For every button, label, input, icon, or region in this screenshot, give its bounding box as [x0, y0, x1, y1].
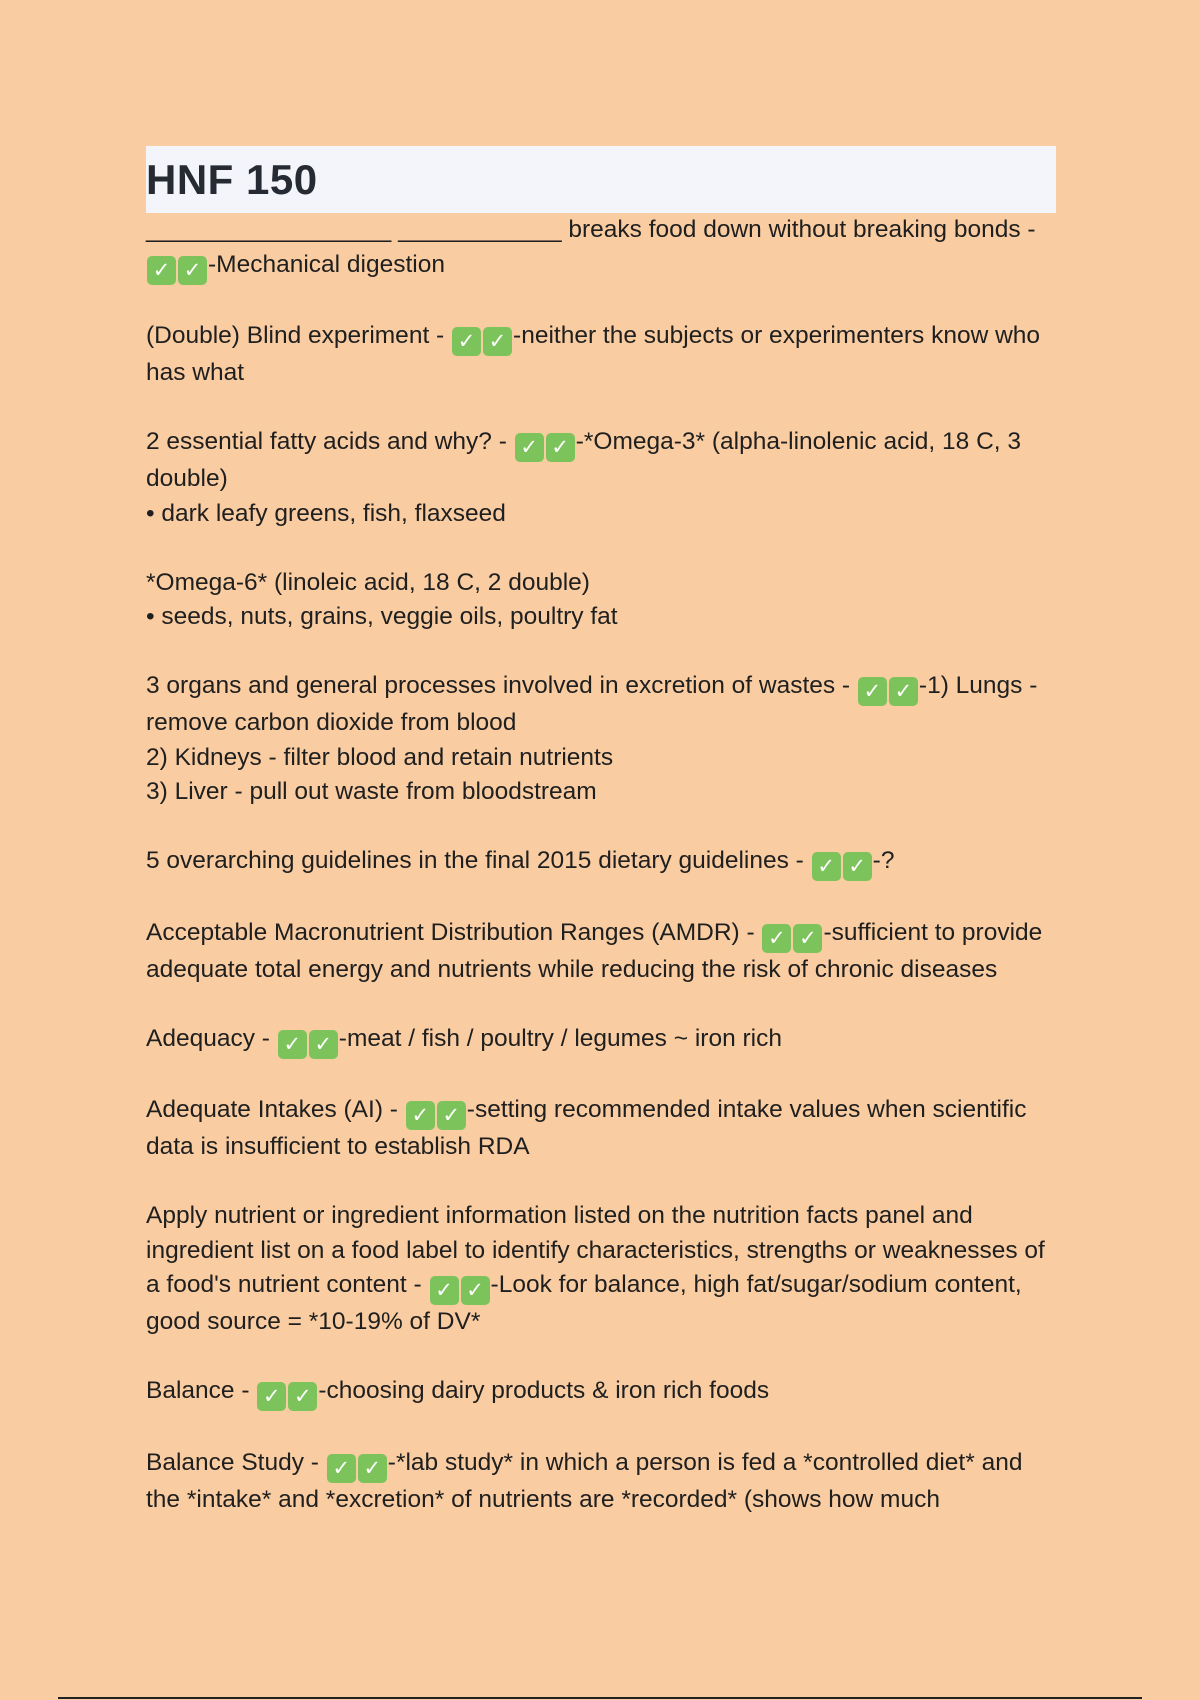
- flashcard-answer: *Omega-3* (alpha-linolenic acid, 18 C, 3 double) • dark leafy greens, fish, flaxseed *Omega-6* (linoleic acid, 18 C, 2 double) • seeds, nuts, grains, veggie oils, poultry fat: [146, 428, 1022, 630]
- flashcard-entry: [146, 916, 1056, 988]
- white-heavy-check-mark-icon: ✓: [858, 677, 887, 706]
- footer-divider: [58, 1697, 1142, 1699]
- white-heavy-check-mark-icon: ✓: [437, 1101, 466, 1130]
- answer-separator: -: [338, 1024, 347, 1052]
- flashcard-answer: sufficient to provide adequate total energy and nutrients while reducing the risk of chronic diseases: [146, 918, 1050, 983]
- white-heavy-check-mark-icon: ✓: [257, 1382, 286, 1411]
- term-separator: -: [491, 428, 514, 455]
- white-heavy-check-mark-icon: ✓: [327, 1454, 356, 1483]
- flashcard-entry: [146, 1446, 1056, 1518]
- flashcard-answer: neither the subjects or experimenters know who has what: [146, 322, 1047, 386]
- term-separator: -: [304, 1448, 326, 1476]
- title-band: [146, 146, 1056, 213]
- flashcard-answer: 1) Lungs - remove carbon dioxide from blood 2) Kidneys - filter blood and retain nutrients 3) Liver - pull out waste from bloodstream: [146, 672, 1038, 805]
- white-heavy-check-mark-icon: ✓: [288, 1382, 317, 1411]
- term-separator: -: [254, 1024, 277, 1052]
- term-separator: -: [835, 672, 857, 699]
- flashcard-answer: choosing dairy products & iron rich foods: [326, 1377, 770, 1404]
- flashcard-term: (Double) Blind experiment: [146, 322, 430, 349]
- answer-separator: -: [208, 250, 217, 278]
- flashcard-term: Balance Study: [146, 1448, 304, 1476]
- white-heavy-check-mark-icon: ✓: [793, 924, 822, 953]
- white-heavy-check-mark-icon: ✓: [461, 1276, 490, 1305]
- answer-separator: -: [575, 428, 584, 455]
- document-title: HNF 150: [146, 155, 318, 203]
- answer-separator: -: [318, 1377, 327, 1404]
- flashcard-term: Adequate Intakes (AI): [146, 1096, 383, 1123]
- flashcard-entry: [146, 213, 1056, 285]
- flashcard-term: Adequacy: [146, 1024, 255, 1052]
- term-separator: -: [1020, 216, 1043, 243]
- flashcard-entry: [146, 669, 1056, 810]
- flashcard-answer: *lab study* in which a person is fed a *controlled diet* and the *intake* and *excretion* of nutrients are *recorded* (shows how much: [146, 1448, 1030, 1513]
- white-heavy-check-mark-icon: ✓: [147, 256, 176, 285]
- flashcard-answer: Look for balance, high fat/sugar/sodium content, good source = *10-19% of DV*: [146, 1271, 1029, 1335]
- term-separator: -: [234, 1377, 257, 1404]
- white-heavy-check-mark-icon: ✓: [406, 1101, 435, 1130]
- flashcard-term: 3 organs and general processes involved in excretion of wastes: [146, 672, 836, 699]
- answer-separator: -: [872, 847, 881, 874]
- flashcard-entry: [146, 1374, 1056, 1411]
- white-heavy-check-mark-icon: ✓: [430, 1276, 459, 1305]
- flashcard-answer: meat / fish / poultry / legumes ~ iron rich: [346, 1024, 782, 1052]
- white-heavy-check-mark-icon: ✓: [358, 1454, 387, 1483]
- document-page: [146, 146, 1056, 1552]
- white-heavy-check-mark-icon: ✓: [309, 1030, 338, 1059]
- white-heavy-check-mark-icon: ✓: [843, 852, 872, 881]
- flashcard-term: Balance: [146, 1377, 235, 1404]
- white-heavy-check-mark-icon: ✓: [546, 433, 575, 462]
- flashcard-term: Acceptable Macronutrient Distribution Ranges (AMDR): [146, 918, 740, 946]
- answer-separator: -: [490, 1271, 499, 1298]
- term-separator: -: [739, 918, 762, 946]
- white-heavy-check-mark-icon: ✓: [515, 433, 544, 462]
- white-heavy-check-mark-icon: ✓: [278, 1030, 307, 1059]
- white-heavy-check-mark-icon: ✓: [762, 924, 791, 953]
- flashcard-entry: [146, 1022, 1056, 1059]
- term-separator: -: [382, 1096, 405, 1123]
- white-heavy-check-mark-icon: ✓: [889, 677, 918, 706]
- white-heavy-check-mark-icon: ✓: [452, 327, 481, 356]
- flashcard-list: [146, 213, 1056, 1517]
- flashcard-answer: ?: [880, 847, 895, 874]
- answer-separator: -: [823, 918, 832, 946]
- answer-separator: -: [918, 672, 928, 699]
- flashcard-entry: [146, 844, 1056, 881]
- flashcard-entry: [146, 425, 1056, 635]
- answer-separator: -: [387, 1448, 396, 1476]
- white-heavy-check-mark-icon: ✓: [483, 327, 512, 356]
- flashcard-entry: [146, 1199, 1056, 1340]
- answer-separator: -: [466, 1096, 475, 1123]
- term-separator: -: [788, 847, 811, 874]
- flashcard-entry: [146, 319, 1056, 391]
- flashcard-answer: setting recommended intake values when scientific data is insufficient to establish RDA: [146, 1096, 1034, 1160]
- flashcard-term: Apply nutrient or ingredient information listed on the nutrition facts panel and ingredient list on a food label to identify characteristics, strengths or weaknesses of a food's nutrient content: [146, 1202, 1052, 1298]
- answer-separator: -: [513, 322, 522, 349]
- flashcard-term: __________________ ____________ breaks food down without breaking bonds: [146, 216, 1021, 243]
- white-heavy-check-mark-icon: ✓: [178, 256, 207, 285]
- flashcard-term: 2 essential fatty acids and why?: [146, 428, 492, 455]
- flashcard-answer: Mechanical digestion: [216, 250, 445, 278]
- term-separator: -: [406, 1271, 429, 1298]
- flashcard-term: 5 overarching guidelines in the final 2015 dietary guidelines: [146, 847, 789, 874]
- flashcard-entry: [146, 1093, 1056, 1165]
- white-heavy-check-mark-icon: ✓: [812, 852, 841, 881]
- term-separator: -: [429, 322, 452, 349]
